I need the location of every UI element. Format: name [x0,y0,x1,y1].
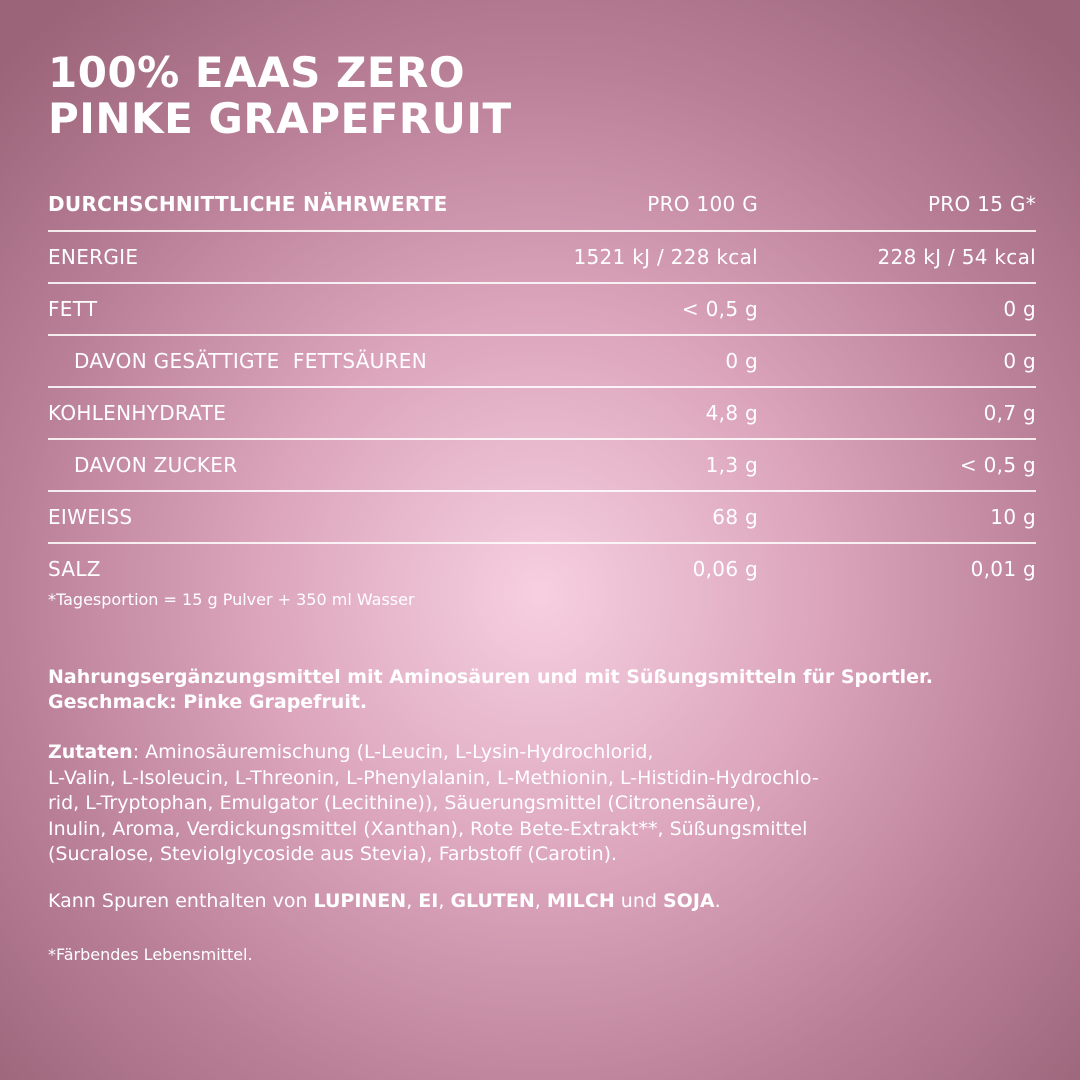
header-label: DURCHSCHNITTLICHE NÄHRWERTE [48,192,448,216]
ingredients-line-4: Inulin, Aroma, Verdickungsmittel (Xanthan), Rote Bete-Extrakt**, Süßungsmittel [48,817,808,840]
row-label: FETT [48,297,98,321]
table-header [48,178,1036,232]
table-row [48,232,1036,284]
coloring-footnote: *Färbendes Lebensmittel. [48,945,253,964]
table-row [48,440,1036,492]
row-per15: < 0,5 g [959,453,1036,477]
allergen-ei: EI [418,890,439,912]
table-row [48,544,1036,594]
allergen-notice [48,890,721,912]
description-line-1: Nahrungsergänzungsmittel mit Aminosäuren und mit Süßungsmitteln für Sportler. [48,666,933,688]
title-line-2: PINKE GRAPEFRUIT [48,94,512,143]
row-label: EIWEISS [48,505,133,529]
row-per100: 1,3 g [705,453,758,477]
serving-footnote: *Tagesportion = 15 g Pulver + 350 ml Wasser [48,590,415,609]
allergen-sep: , [534,890,547,912]
row-per15: 0,7 g [983,401,1036,425]
description-line-2: Geschmack: Pinke Grapefruit. [48,691,368,713]
ingredients-block [48,740,1048,868]
header-per100: PRO 100 G [647,192,758,216]
row-per15: 228 kJ / 54 kcal [877,245,1036,269]
row-per100: 0,06 g [692,557,758,581]
allergen-lupinen: LUPINEN [313,890,407,912]
allergen-gluten: GLUTEN [450,890,535,912]
allergen-milch: MILCH [546,890,615,912]
allergen-prefix: Kann Spuren enthalten von [48,890,314,912]
ingredients-line-2: L-Valin, L-Isoleucin, L-Threonin, L-Phenylalanin, L-Methionin, L-Histidin-Hydrochlo- [48,766,819,789]
row-label: KOHLENHYDRATE [48,401,227,425]
allergen-end: . [714,890,721,912]
ingredients-label: Zutaten [48,741,133,763]
row-label: DAVON GESÄTTIGTE FETTSÄUREN [74,349,428,373]
ingredients-line-5: (Sucralose, Steviolglycoside aus Stevia), Farbstoff (Carotin). [48,843,618,865]
row-per100: 68 g [712,505,758,529]
row-label: DAVON ZUCKER [74,453,238,477]
product-title [48,50,512,142]
header-per15: PRO 15 G* [927,192,1036,216]
table-row [48,388,1036,440]
row-label: ENERGIE [48,245,139,269]
row-per15: 10 g [990,505,1036,529]
product-description [48,665,1048,715]
ingredients-line-1 [48,740,1048,766]
row-per100: 0 g [725,349,758,373]
table-row [48,492,1036,544]
allergen-sep: , [438,890,451,912]
table-row [48,336,1036,388]
row-per100: < 0,5 g [681,297,758,321]
row-per100: 4,8 g [705,401,758,425]
table-row [48,284,1036,336]
allergen-soja: SOJA [663,890,715,912]
ingredients-line-3: rid, L-Tryptophan, Emulgator (Lecithine)), Säuerungsmittel (Citronensäure), [48,792,762,814]
nutrition-table [48,178,1036,594]
row-per15: 0 g [1003,297,1036,321]
ingredients-text: : Aminosäuremischung (L-Leucin, L-Lysin-Hydrochlorid, [132,741,654,763]
row-per15: 0,01 g [970,557,1036,581]
allergen-sep: , [406,890,419,912]
row-per100: 1521 kJ / 228 kcal [573,245,758,269]
title-line-1: 100% EAAS ZERO [48,48,466,97]
row-label: SALZ [48,557,101,581]
row-per15: 0 g [1003,349,1036,373]
allergen-and: und [614,890,663,912]
